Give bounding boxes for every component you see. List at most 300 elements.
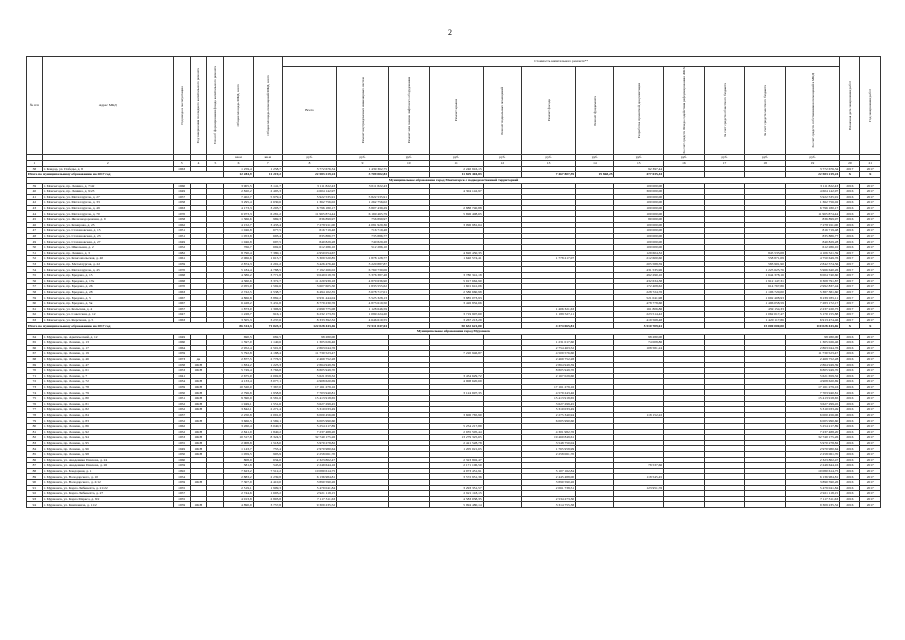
header-label: Год завершения последнего капитального ремонта: [196, 67, 201, 144]
total-cell: 12 284,9: [224, 172, 253, 178]
table-cell: 69: [27, 362, 43, 368]
total-cell: 22 583 219,24: [785, 172, 839, 178]
table-cell: 4 133,4: [224, 379, 253, 385]
table-cell: 118 152,22: [614, 412, 664, 418]
table-cell: 4 750 649,76: [785, 256, 839, 262]
address-cell: г. Мурманск, пр. Ленина, д. 98: [42, 452, 173, 458]
table-cell: 1949: [173, 334, 190, 340]
table-cell: 108 581,24: [614, 345, 664, 351]
col-last-repair: [190, 57, 207, 155]
table-cell: 1962: [173, 222, 190, 228]
table-cell: ОКН: [190, 429, 207, 435]
table-cell: 6 760 730,06: [337, 267, 389, 273]
header-label: За счет средств местного бюджета: [763, 84, 768, 136]
address-cell: г. Мурманск, пр. Ленина, д. 96: [42, 446, 173, 452]
table-cell: 2 820,2: [224, 189, 253, 195]
table-cell: 71: [27, 373, 43, 379]
table-cell: 1 644 378,16: [745, 273, 786, 279]
table-cell: 3 011 822,43: [337, 183, 389, 189]
table-cell: 98 280,00: [282, 334, 336, 340]
table-cell: 2 469 752,28: [282, 356, 336, 362]
table-cell: 583 901,90: [745, 261, 786, 267]
table-cell: 2 874,3: [224, 261, 253, 267]
table-cell: 3 719 907,60: [429, 312, 483, 318]
table-cell: 1954: [173, 474, 190, 480]
table-cell: 1 306,9: [253, 306, 282, 312]
table-cell: ОКН: [190, 384, 207, 390]
table-cell: 1 228,7: [224, 312, 253, 318]
table-cell: 2 952,4: [224, 345, 253, 351]
address-cell: г. Мурманск, пр. Ленина, д. 79: [42, 390, 173, 396]
table-cell: 2017: [860, 245, 881, 251]
table-cell: 4 646 610,55: [337, 317, 389, 323]
table-cell: 54: [27, 267, 43, 273]
table-cell: 74: [27, 390, 43, 396]
table-cell: 64: [27, 334, 43, 340]
address-cell: г. Мурманск, пр. Ленина, д. 19: [42, 351, 173, 357]
address-cell: г. Мончегорск, пр. Ленина, д. 3: [42, 250, 173, 256]
repair-plan-table: [26, 56, 881, 508]
table-cell: 5 310 033,49: [282, 407, 336, 413]
table-cell: [388, 502, 429, 508]
table-cell: 86: [27, 457, 43, 463]
table-cell: 1967: [173, 300, 190, 306]
column-number-cell: 2: [42, 160, 173, 166]
table-cell: 3 433,4: [253, 222, 282, 228]
address-cell: г. Мончегорск, пр. Металлургов, д. 22: [42, 261, 173, 267]
table-cell: 100 000,00: [614, 228, 664, 234]
table-cell: 2016: [840, 233, 860, 239]
total-cell: 15 000 000,00: [745, 323, 786, 329]
table-cell: 5 254 217,89: [429, 424, 483, 430]
address-cell: г. Мурманск, ул. Академика Павлова, д. 24: [42, 457, 173, 463]
table-cell: 2016: [840, 412, 860, 418]
unit-cell: руб.: [429, 154, 483, 160]
table-cell: 581,8: [224, 463, 253, 469]
table-cell: 1952: [173, 418, 190, 424]
table-cell: 5 970 278,82: [282, 440, 336, 446]
total-cell: 50 632 621,00: [429, 323, 483, 329]
table-cell: 2017: [860, 222, 881, 228]
unit-cell: руб.: [388, 154, 429, 160]
table-cell: 740 829,28: [337, 239, 389, 245]
table-cell: 1962: [173, 424, 190, 430]
table-cell: 1 601 641,06: [429, 284, 483, 290]
table-cell: 1949: [173, 446, 190, 452]
address-cell: г. Мончегорск, ул. Металлургов, д. 27: [42, 194, 173, 200]
table-cell: 2017: [860, 211, 881, 217]
table-cell: 697,5: [253, 239, 282, 245]
table-cell: 2016: [840, 463, 860, 469]
table-cell: 512 286,10: [337, 245, 389, 251]
total-cell: 7 467 807,59: [522, 172, 576, 178]
table-cell: 98 280,00: [614, 334, 664, 340]
table-cell: 2 935 505,44: [429, 429, 483, 435]
table-cell: 1 420 117,86: [745, 317, 786, 323]
table-cell: 2016: [840, 384, 860, 390]
table-cell: 3 780 341,18: [429, 273, 483, 279]
address-cell: г. Мончегорск, пр. Бредова, д. 28: [42, 289, 173, 295]
table-cell: 2 675,0: [224, 373, 253, 379]
table-cell: 2016: [840, 362, 860, 368]
table-cell: 129 604,32: [614, 250, 664, 256]
table-cell: 1 231 017,60: [522, 340, 576, 346]
table-cell: 2017: [860, 435, 881, 441]
unit-cell: руб.: [483, 154, 521, 160]
column-number-cell: 12: [483, 160, 521, 166]
table-cell: 1951: [173, 396, 190, 402]
table-cell: 1970: [173, 211, 190, 217]
unit-cell: руб.: [282, 154, 336, 160]
table-cell: 1 225,3: [253, 362, 282, 368]
table-cell: 61: [27, 306, 43, 312]
table-cell: 2017: [860, 228, 881, 234]
table-cell: 2 754 463,52: [522, 345, 576, 351]
table-cell: 2016: [840, 239, 860, 245]
table-cell: 1 062 017,47: [745, 312, 786, 318]
table-cell: 100 000,00: [614, 245, 664, 251]
table-cell: 1952: [173, 245, 190, 251]
table-cell: 1952: [173, 407, 190, 413]
col-basement: [483, 67, 521, 155]
table-body: [27, 166, 881, 507]
col-premises-area: [253, 57, 282, 155]
table-cell: 2 323 802,47: [429, 457, 483, 463]
table-cell: [576, 502, 614, 508]
table-cell: 3 426 832,66: [429, 300, 483, 306]
table-cell: 94: [27, 502, 43, 508]
table-cell: 9 649 018,76: [282, 273, 336, 279]
address-cell: г. Мончегорск, пр. Ленина, д. 9/23: [42, 189, 173, 195]
table-cell: 1 597,0: [224, 340, 253, 346]
table-cell: 5 621 659,32: [282, 373, 336, 379]
address-cell: г. Мурманск, ул. Карла Либкнехта, д. 27: [42, 491, 173, 497]
table-cell: 4 013,8: [224, 496, 253, 502]
table-cell: 836 899,97: [282, 217, 336, 223]
table-cell: 1941: [173, 373, 190, 379]
col-total-cost: [282, 67, 336, 155]
table-cell: 2017: [860, 284, 881, 290]
address-cell: г. Мончегорск, пр. Бредова, д. 17к: [42, 278, 173, 284]
table-cell: 835 886,77: [282, 233, 336, 239]
table-cell: 2017: [860, 250, 881, 256]
table-cell: 3 890 590,26: [785, 479, 839, 485]
table-cell: 7 283 172,17: [785, 300, 839, 306]
table-cell: 1955: [173, 496, 190, 502]
table-cell: 2017: [840, 295, 860, 301]
table-cell: 2016: [840, 457, 860, 463]
table-cell: 80 000,00: [614, 217, 664, 223]
table-cell: 5 994 480,14: [429, 502, 483, 508]
unit-cell: кв.м: [253, 154, 282, 160]
header-label: Адрес МКД: [98, 103, 117, 108]
table-cell: 2016: [840, 217, 860, 223]
table-cell: 612 286,10: [282, 245, 336, 251]
table-cell: 612 286,10: [785, 245, 839, 251]
table-cell: 1960: [173, 340, 190, 346]
table-cell: 2 842 574,56: [785, 261, 839, 267]
address-cell: г. Мурманск, ул. Володарского, д. 2/12: [42, 479, 173, 485]
table-cell: 9 309 235,52: [282, 502, 336, 508]
column-number-cell: 9: [337, 160, 389, 166]
table-cell: 172 408,62: [614, 284, 664, 290]
address-cell: г. Мурманск, ул. Карла Маркса, д. 8/2: [42, 496, 173, 502]
table-cell: 2 249 644,16: [785, 463, 839, 469]
header-label: Ремонт или замена лифтового оборудования: [406, 77, 411, 144]
total-cell: X: [840, 172, 860, 178]
table-cell: 2017: [860, 440, 881, 446]
table-cell: 1 439 362,75: [337, 166, 389, 172]
table-cell: 2 495,3: [253, 189, 282, 195]
total-cell: 110 028 443,46: [785, 323, 839, 329]
unit-cell: руб.: [576, 154, 614, 160]
table-cell: 1970: [173, 267, 190, 273]
table-cell: 3 757,8: [253, 502, 282, 508]
table-cell: 1959: [173, 351, 190, 357]
header-label: Ремонт крыши: [454, 99, 459, 122]
table-cell: 3 606 765,90: [429, 412, 483, 418]
address-cell: г. Мончегорск, ул. Кольская, д. 4: [42, 306, 173, 312]
address-cell: г. Мурманск, пр. Ленина, д. 17: [42, 345, 173, 351]
total-cell: 477 035,44: [614, 172, 664, 178]
table-cell: 1961: [173, 256, 190, 262]
table-cell: [207, 502, 224, 508]
table-cell: 6 232 173,35: [282, 312, 336, 318]
table-cell: 2 888 740,88: [429, 205, 483, 211]
table-cell: 228 724,76: [614, 289, 664, 295]
address-cell: г. Мурманск, ул. Академика Павлова, д. 26: [42, 463, 173, 469]
table-cell: 7 192 266,02: [282, 267, 336, 273]
table-cell: 9 390,9: [224, 396, 253, 402]
table-cell: 2017: [860, 261, 881, 267]
table-cell: 2017: [860, 468, 881, 474]
table-cell: 2016: [840, 200, 860, 206]
table-cell: 205 588,59: [614, 261, 664, 267]
table-cell: ОКН: [190, 390, 207, 396]
address-cell: г. Мончегорск, пр. Бредова, д. 5: [42, 295, 173, 301]
table-cell: 2 469 752,28: [522, 356, 576, 362]
table-cell: 3 040,3: [253, 424, 282, 430]
table-cell: 56: [27, 278, 43, 284]
col-owners-funds: [785, 67, 839, 155]
table-cell: ОКН: [190, 407, 207, 413]
table-cell: 161 806,86: [614, 306, 664, 312]
table-cell: 816 719,48: [785, 228, 839, 234]
table-cell: 6 796 180,17: [282, 205, 336, 211]
table-cell: 2 722,5: [224, 289, 253, 295]
table-cell: 1958: [173, 217, 190, 223]
table-cell: 100 000,00: [614, 194, 664, 200]
table-cell: 1957: [173, 491, 190, 497]
address-cell: г. Мурманск, пр. Ленина, д. 61: [42, 368, 173, 374]
table-cell: 123 951,76: [614, 485, 664, 491]
table-cell: 3 607 605,30: [282, 284, 336, 290]
table-cell: 17 161 279,16: [522, 384, 576, 390]
table-cell: 9 931 444,04: [282, 295, 336, 301]
table-cell: 1 592,6: [253, 284, 282, 290]
table-cell: ОКН: [190, 440, 207, 446]
table-cell: 1 205 021,65: [429, 446, 483, 452]
table-cell: 2 008,8: [224, 440, 253, 446]
table-cell: 4 973 451,91: [429, 468, 483, 474]
table-cell: 1 840,2: [253, 429, 282, 435]
table-cell: 4 509 576,60: [522, 351, 576, 357]
table-cell: 2 323 802,47: [785, 457, 839, 463]
table-cell: 3 678 717,01: [337, 289, 389, 295]
table-cell: 4 579 243,46: [522, 390, 576, 396]
table-cell: [745, 502, 786, 508]
table-cell: 1 615,7: [253, 256, 282, 262]
table-cell: 1 053,8: [224, 233, 253, 239]
table-cell: 1 225 625,76: [745, 267, 786, 273]
table-cell: 2016: [840, 351, 860, 357]
column-number-cell: 10: [388, 160, 429, 166]
table-cell: 2017: [860, 200, 881, 206]
table-cell: 7 117 311,63: [282, 496, 336, 502]
table-cell: 75: [27, 396, 43, 402]
table-cell: 1 262 756,02: [337, 200, 389, 206]
table-cell: 1952: [173, 401, 190, 407]
header-label: Ремонт внутридомовых инженерных систем: [360, 77, 365, 144]
table-cell: 1 778 217,07: [522, 256, 576, 262]
table-cell: 13 279 325,65: [429, 435, 483, 441]
header-label: Ремонт подвальных помещений: [500, 86, 505, 135]
column-number-cell: 11: [429, 160, 483, 166]
table-cell: 6 494 102,35: [282, 289, 336, 295]
table-cell: 7 220 946,87: [429, 351, 483, 357]
table-cell: 2017: [860, 278, 881, 284]
table-cell: 84: [27, 446, 43, 452]
unit-cell: руб.: [614, 154, 664, 160]
table-cell: 45: [27, 217, 43, 223]
table-cell: 478 778,60: [614, 300, 664, 306]
address-cell: г. Мончегорск, ул. Металлургов, д. 49: [42, 205, 173, 211]
table-cell: 835 886,77: [785, 233, 839, 239]
table-cell: 3 890 590,26: [282, 479, 336, 485]
column-number-cell: 17: [704, 160, 745, 166]
table-cell: ди: [190, 356, 207, 362]
cost-group-header: Стоимость капитального ремонта**: [282, 57, 839, 67]
table-cell: 66: [27, 345, 43, 351]
table-cell: 15 413 918,65: [522, 396, 576, 402]
table-cell: 5 792,8: [224, 351, 253, 357]
table-cell: 5 107 162,84: [522, 468, 576, 474]
table-cell: 3 766,8: [253, 368, 282, 374]
table-cell: 2017: [860, 356, 881, 362]
table-cell: 3 807 439,29: [337, 205, 389, 211]
table-cell: 2017: [860, 463, 881, 469]
table-cell: 5 310 033,49: [785, 407, 839, 413]
address-cell: г. Мончегорск, пр. Бредова, д. 5к: [42, 300, 173, 306]
table-cell: 1963: [173, 205, 190, 211]
table-cell: ОКН: [190, 418, 207, 424]
table-cell: 89: [27, 474, 43, 480]
table-cell: 2017: [860, 390, 881, 396]
table-cell: 9 308 791,87: [785, 278, 839, 284]
table-cell: 1951: [173, 228, 190, 234]
address-cell: г. Мурманск, пр. Ленина, д. 86: [42, 424, 173, 430]
table-cell: 1 640 574,41: [429, 256, 483, 262]
table-cell: 2017: [860, 412, 881, 418]
table-cell: ОКН: [190, 479, 207, 485]
table-cell: 2016: [840, 474, 860, 480]
table-cell: 2017: [860, 496, 881, 502]
table-cell: 48: [27, 233, 43, 239]
table-cell: 76: [27, 401, 43, 407]
table-cell: 78: [27, 412, 43, 418]
table-cell: 1949: [173, 189, 190, 195]
total-cell: 11 829 404,83: [429, 172, 483, 178]
table-cell: 2017: [860, 424, 881, 430]
table-cell: 3 267 213,29: [429, 317, 483, 323]
address-cell: г. Мончегорск, ул. Стахановская, д. 27: [42, 239, 173, 245]
table-cell: 1960: [173, 183, 190, 189]
table-cell: 4 604 142,97: [282, 189, 336, 195]
table-cell: 100 000,00: [614, 239, 664, 245]
column-number-cell: 21: [860, 160, 881, 166]
table-cell: 7 278 911,00: [785, 222, 839, 228]
table-cell: 2017: [860, 407, 881, 413]
table-cell: 1 366,6: [224, 217, 253, 223]
table-cell: 816 719,48: [282, 228, 336, 234]
table-cell: ОКН: [190, 452, 207, 458]
table-cell: 2017: [860, 233, 881, 239]
table-cell: 3 111 822,43: [785, 183, 839, 189]
table-cell: 2017: [860, 418, 881, 424]
table-cell: 2017: [860, 217, 881, 223]
table-cell: 2016: [840, 379, 860, 385]
address-cell: г. Мончегорск, ул. Комсомольская, д. 40: [42, 256, 173, 262]
table-cell: 1 406 321,63: [522, 306, 576, 312]
table-cell: 98 280,00: [785, 334, 839, 340]
table-cell: 38: [27, 166, 43, 172]
table-cell: 2 091,0: [253, 412, 282, 418]
table-cell: 836 899,97: [785, 217, 839, 223]
table-cell: 693,4: [253, 233, 282, 239]
table-cell: 2017: [840, 166, 860, 172]
col-regional-budget: [704, 67, 745, 155]
table-cell: 2017: [860, 239, 881, 245]
address-cell: г. Мурманск, пр. Ленина, д. 81: [42, 401, 173, 407]
table-cell: 4 604 142,97: [785, 189, 839, 195]
address-cell: г. Мурманск, пр. Ленина, д. 80: [42, 396, 173, 402]
table-cell: 2016: [840, 396, 860, 402]
table-cell: 1 518,0: [253, 440, 282, 446]
table-cell: 2017: [860, 446, 881, 452]
table-cell: 2 323 802,47: [282, 457, 336, 463]
table-cell: 47: [27, 228, 43, 234]
table-cell: 11 730 523,47: [785, 351, 839, 357]
table-cell: 3 772 676,34: [282, 166, 336, 172]
table-cell: 5 431,8: [253, 300, 282, 306]
section-title: Муниципальное образование город Мурманск: [27, 328, 881, 334]
table-cell: 2017: [860, 189, 881, 195]
table-cell: 11 730 523,47: [282, 351, 336, 357]
col-finish-year: [860, 57, 881, 155]
table-cell: 2 630,6: [253, 200, 282, 206]
header-label: Способ формирования фонда капитального ремонта: [213, 66, 218, 145]
table-cell: 1951: [173, 233, 190, 239]
table-cell: 2017: [840, 273, 860, 279]
table-cell: 2017: [860, 373, 881, 379]
table-cell: 2017: [840, 267, 860, 273]
table-cell: 1958: [173, 200, 190, 206]
table-cell: 2017: [860, 401, 881, 407]
table-cell: 2 275 340,94: [522, 412, 576, 418]
table-cell: 7 623,2: [224, 468, 253, 474]
table-cell: 6 169 465,79: [337, 211, 389, 217]
table-cell: 2017: [840, 317, 860, 323]
